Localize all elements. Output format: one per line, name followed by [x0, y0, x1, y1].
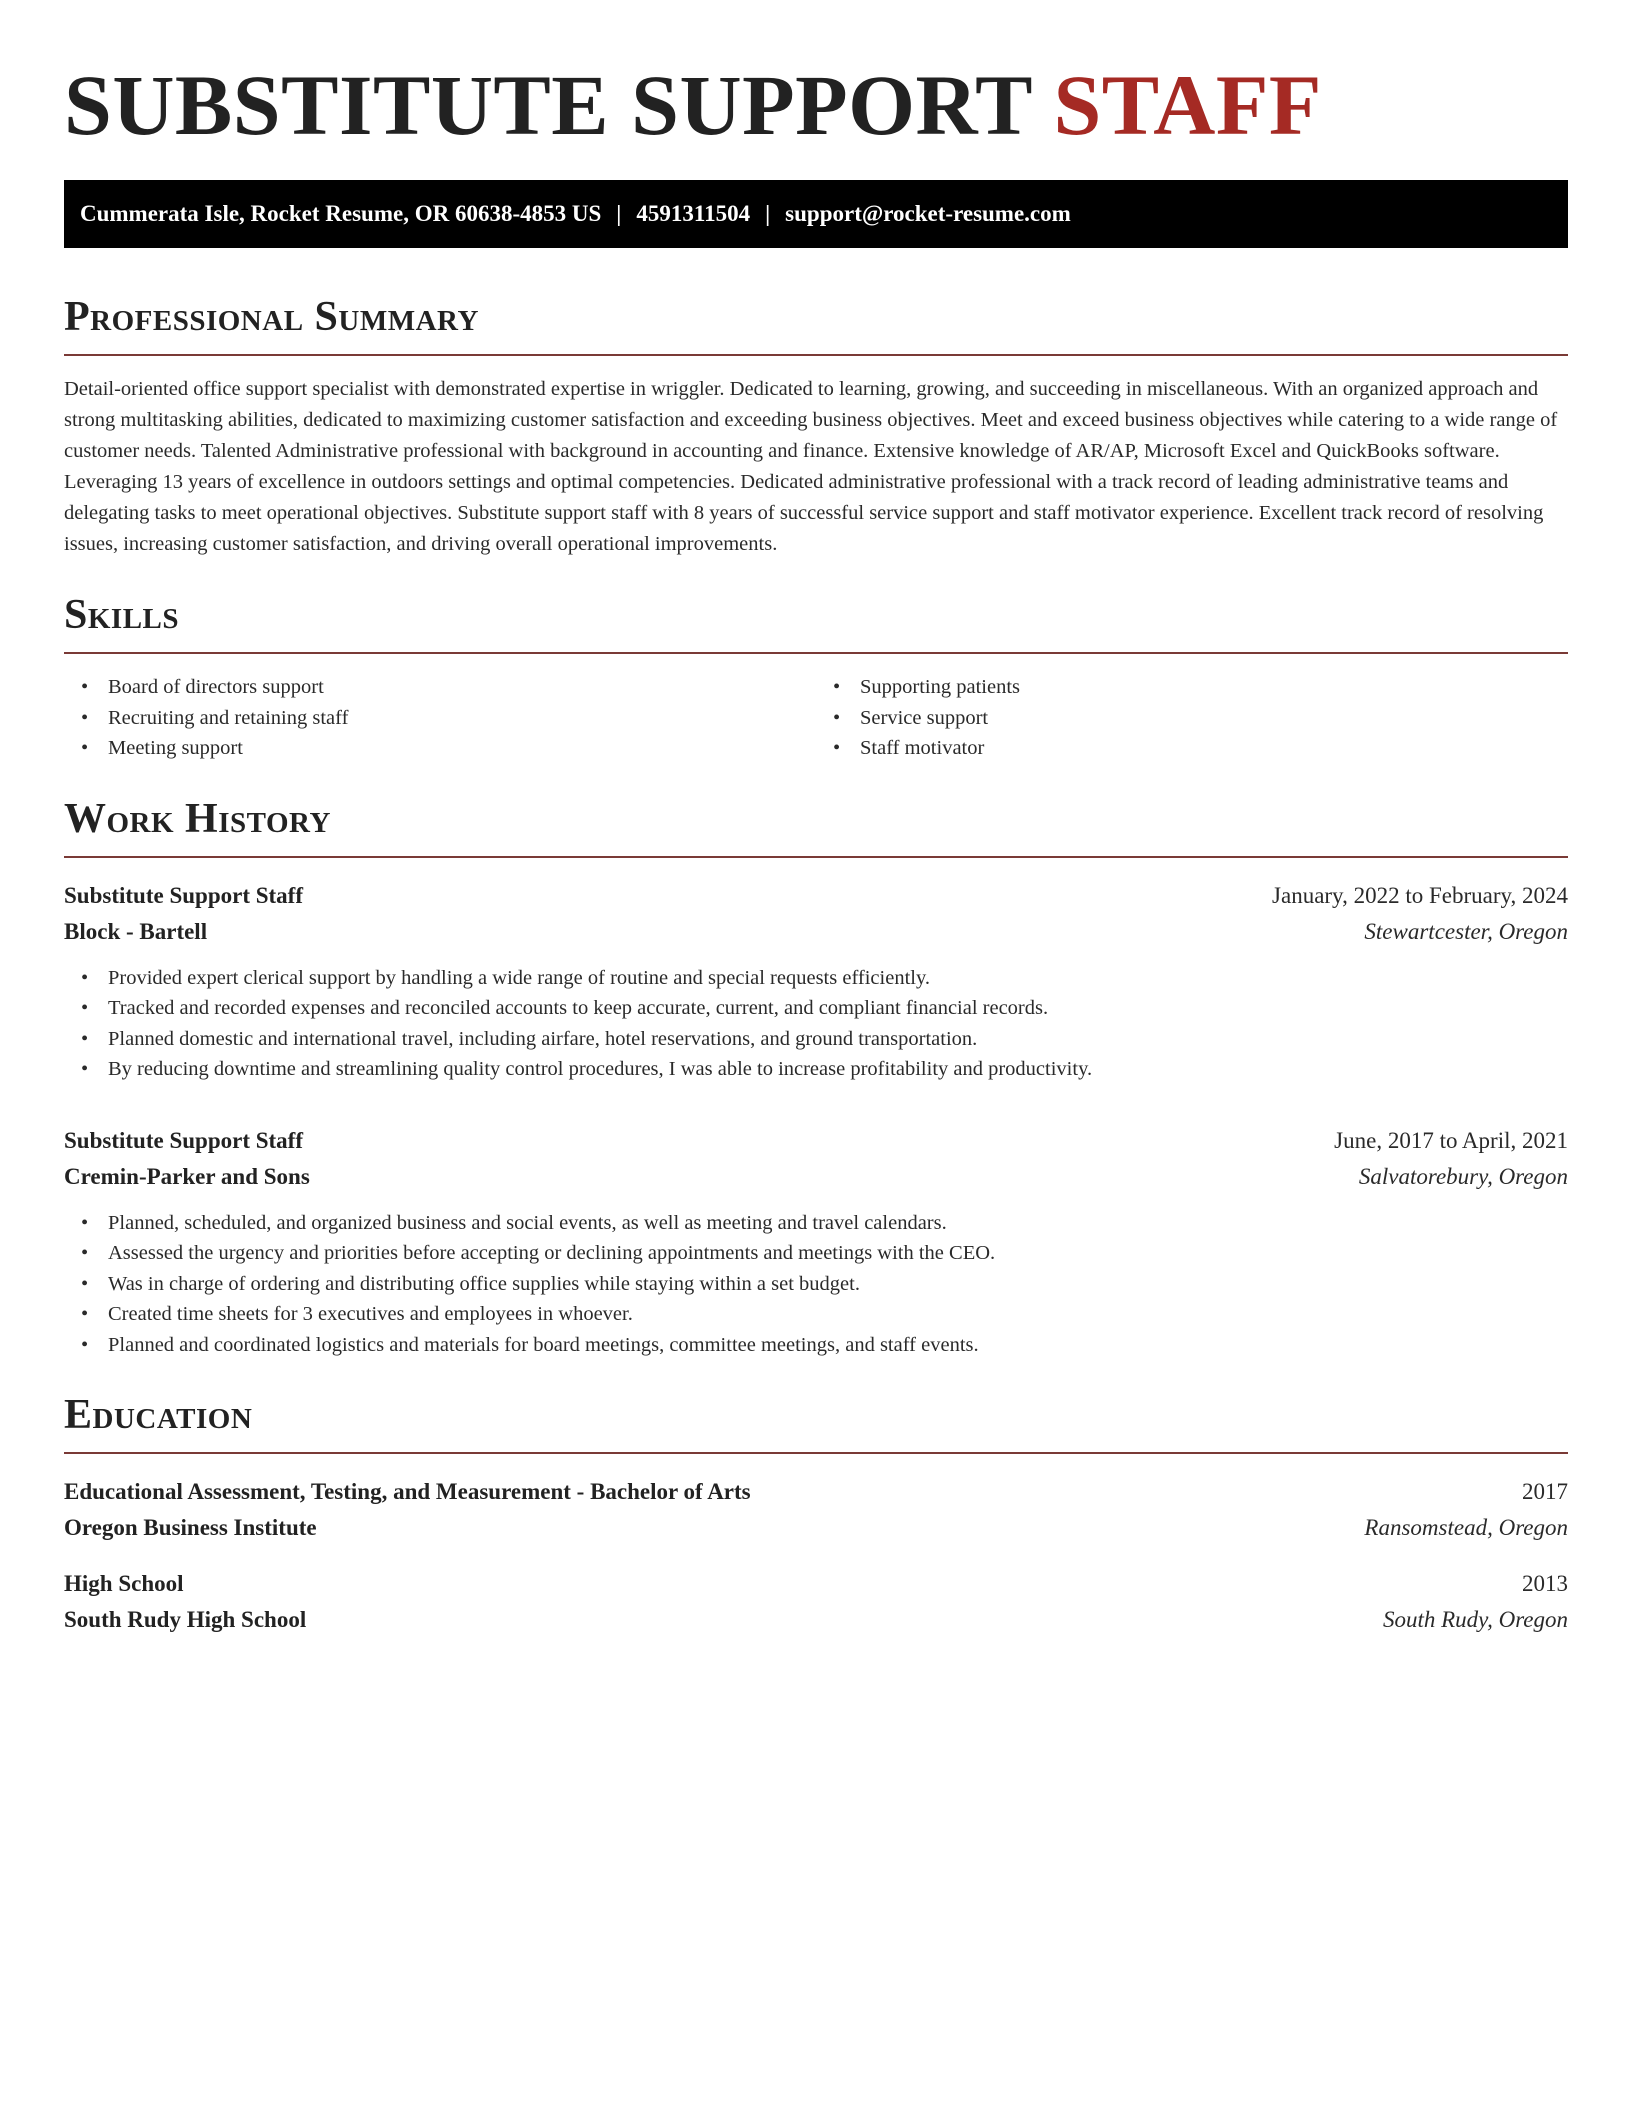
education-school-row — [64, 1510, 1568, 1546]
job-bullet — [64, 1024, 1568, 1055]
skill-item — [816, 672, 1568, 703]
job-company: Block - Bartell — [64, 918, 208, 944]
summary-section — [64, 296, 1568, 560]
job-bullet-text: Created time sheets for 3 executives and employees in whoever. — [108, 1303, 633, 1325]
name-accent: STAFF — [1053, 57, 1322, 153]
name-main: SUBSTITUTE SUPPORT — [64, 57, 1032, 153]
education-location: South Rudy, Oregon — [1382, 1607, 1568, 1632]
section-title-skills: Skills — [64, 592, 180, 638]
job-title: Substitute Support Staff — [64, 1127, 303, 1153]
job-bullet — [64, 1208, 1568, 1239]
job-bullet — [64, 993, 1568, 1024]
bullet-icon: • — [81, 1211, 89, 1234]
contact-email: support@rocket-resume.com — [785, 201, 1071, 226]
skill-label: Meeting support — [108, 737, 243, 759]
job-bullet-text: Planned and coordinated logistics and materials for board meetings, committee meetings, and staff events. — [108, 1333, 979, 1356]
skill-item — [816, 733, 1568, 764]
job-bullet — [64, 1269, 1568, 1300]
skill-label: Recruiting and retaining staff — [108, 706, 349, 729]
education-section — [64, 1394, 1568, 1638]
education-year: 2017 — [1522, 1479, 1568, 1504]
education-location: Ransomstead, Oregon — [1364, 1515, 1568, 1540]
skill-label: Service support — [860, 706, 989, 729]
section-title-summary: Professional Summary — [64, 294, 479, 340]
bullet-icon: • — [81, 1303, 89, 1325]
education-year: 2013 — [1522, 1571, 1568, 1596]
bullet-icon: • — [833, 737, 841, 759]
bullet-icon: • — [81, 1333, 89, 1356]
bullet-icon: • — [81, 676, 89, 698]
resume-name — [64, 57, 1568, 153]
job-bullet-text: Planned, scheduled, and organized business and social events, as well as meeting and travel calendars. — [108, 1211, 947, 1234]
skill-label: Supporting patients — [860, 676, 1021, 698]
job-bullet-text: Provided expert clerical support by handling a wide range of routine and special requests efficiently. — [108, 966, 931, 989]
skill-item — [64, 733, 816, 764]
contact-phone: 4591311504 — [636, 201, 751, 226]
job-bullet-text: Tracked and recorded expenses and reconciled accounts to keep accurate, current, and compliant financial records. — [108, 997, 1049, 1019]
job-bullets — [64, 1208, 1568, 1361]
job-location: Stewartcester, Oregon — [1364, 918, 1568, 944]
job-bullet-text: Was in charge of ordering and distributing office supplies while staying within a set budget. — [108, 1272, 860, 1295]
job-location: Salvatorebury, Oregon — [1358, 1163, 1568, 1189]
contact-address: Cummerata Isle, Rocket Resume, OR 60638-4853 US — [80, 201, 602, 226]
section-title-work-history: Work History — [64, 795, 331, 842]
job-header-row — [64, 878, 1568, 914]
job-bullet — [64, 1330, 1568, 1361]
education-degree: High School — [64, 1571, 184, 1596]
job-bullet — [64, 1299, 1568, 1330]
skill-label: Staff motivator — [860, 737, 985, 759]
contact-separator: | — [765, 201, 771, 226]
bullet-icon: • — [833, 706, 841, 729]
job-bullet — [64, 1238, 1568, 1269]
bullet-icon: • — [81, 966, 89, 989]
skills-list-left — [64, 672, 816, 764]
skills-grid — [64, 672, 1568, 764]
job-company-row — [64, 1159, 1568, 1195]
education-school: Oregon Business Institute — [64, 1515, 317, 1540]
section-divider — [64, 652, 1568, 654]
job-dates: June, 2017 to April, 2021 — [1334, 1127, 1568, 1153]
job-title: Substitute Support Staff — [64, 882, 303, 908]
education-school: South Rudy High School — [64, 1607, 307, 1632]
job-header-row — [64, 1123, 1568, 1159]
education-school-row — [64, 1602, 1568, 1638]
education-entry — [64, 1474, 1568, 1546]
skills-list-right — [816, 672, 1568, 764]
education-degree-row — [64, 1474, 1568, 1510]
job-entry — [64, 1123, 1568, 1361]
job-company: Cremin-Parker and Sons — [64, 1163, 310, 1189]
contact-bar — [64, 180, 1568, 248]
job-bullet-text: By reducing downtime and streamlining quality control procedures, I was able to increase profitability and productivity. — [108, 1058, 1093, 1080]
job-dates: January, 2022 to February, 2024 — [1272, 882, 1568, 908]
skill-item — [64, 672, 816, 703]
bullet-icon: • — [81, 997, 89, 1019]
bullet-icon: • — [81, 1272, 89, 1295]
job-bullet-text: Assessed the urgency and priorities before accepting or declining appointments and meetings with the CEO. — [108, 1242, 996, 1264]
job-bullet — [64, 1054, 1568, 1085]
job-bullet-text: Planned domestic and international travel, including airfare, hotel reservations, and ground transportation. — [108, 1027, 978, 1050]
job-entry — [64, 878, 1568, 1085]
job-bullet — [64, 963, 1568, 994]
education-degree: Educational Assessment, Testing, and Measurement - Bachelor of Arts — [64, 1479, 751, 1504]
work-history-section — [64, 795, 1568, 1361]
skills-section — [64, 594, 1568, 764]
summary-text: Detail-oriented office support specialist with demonstrated expertise in wriggler. Dedicated to learning, growing, and succeeding in miscellaneous. With an organized approach and strong multitasking abilities, dedicated to maximizing customer satisfaction and exceeding business objectives. Meet and exceed business objectives while catering to a wide range of customer needs. Talented Administrative professional with background in accounting and finance. Extensive knowledge of AR/AP, Microsoft Excel and QuickBooks software. Leveraging 13 years of excellence in outdoors settings and optimal competencies. Dedicated administrative professional with a track record of leading administrative teams and delegating tasks to meet operational objectives. Substitute support staff with 8 years of successful service support and staff motivator experience. Excellent track record of resolving issues, increasing customer satisfaction, and driving overall operational improvements. — [64, 378, 1558, 555]
skill-item — [64, 703, 816, 734]
bullet-icon: • — [81, 1242, 89, 1264]
job-bullets — [64, 963, 1568, 1085]
bullet-icon: • — [833, 676, 841, 698]
skill-item — [816, 703, 1568, 734]
education-entry — [64, 1566, 1568, 1638]
bullet-icon: • — [81, 1058, 89, 1080]
section-divider — [64, 354, 1568, 356]
section-divider — [64, 1452, 1568, 1454]
section-divider — [64, 856, 1568, 858]
contact-separator: | — [616, 201, 622, 226]
bullet-icon: • — [81, 737, 89, 759]
education-degree-row — [64, 1566, 1568, 1602]
skill-label: Board of directors support — [108, 676, 324, 698]
bullet-icon: • — [81, 1027, 89, 1050]
job-company-row — [64, 914, 1568, 950]
bullet-icon: • — [81, 706, 89, 729]
section-title-education: Education — [64, 1392, 253, 1438]
